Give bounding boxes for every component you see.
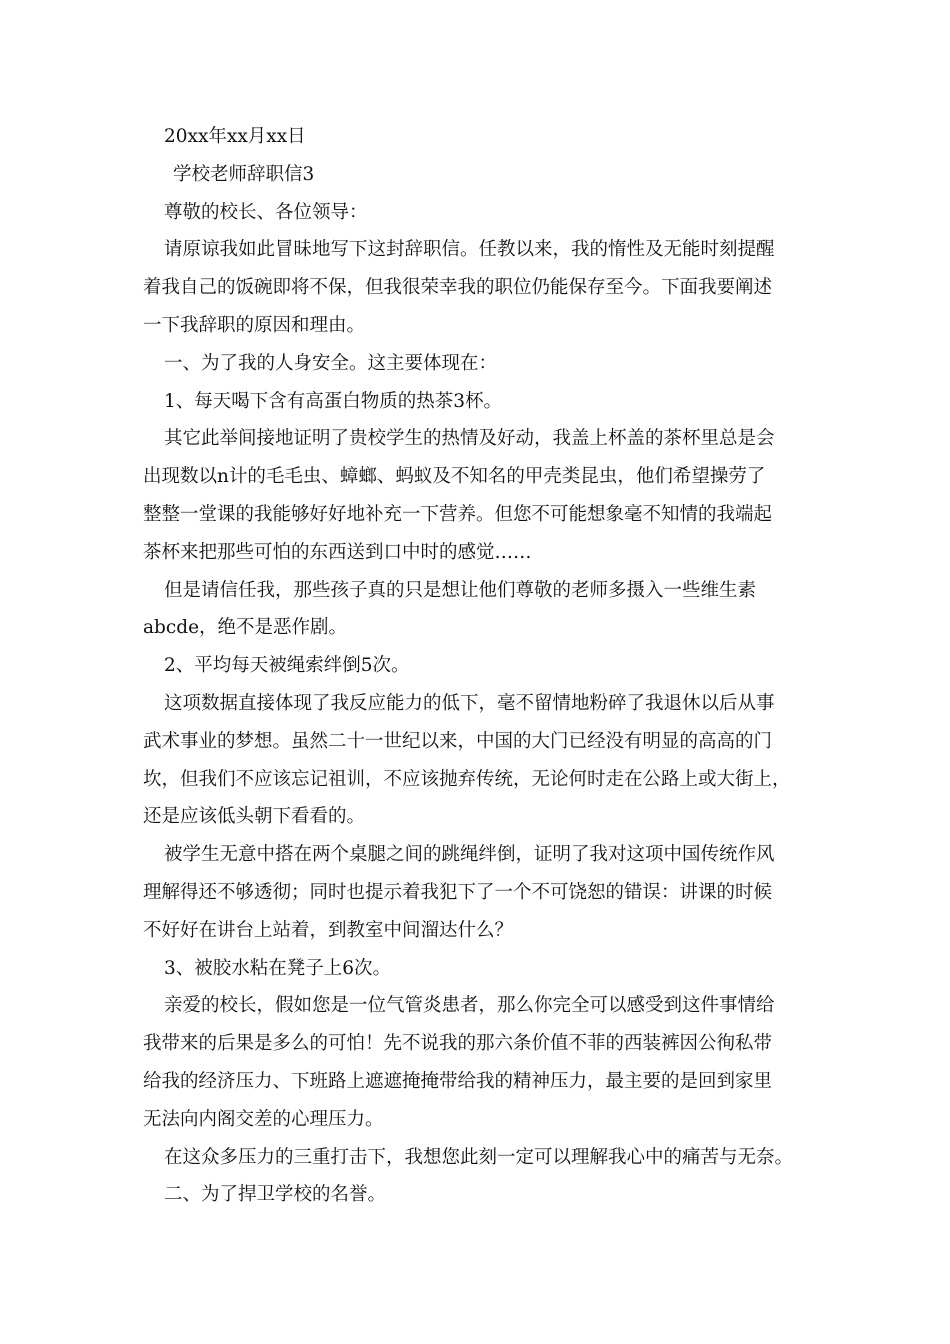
paragraph-line: 还是应该低头朝下看看的。 [143,806,366,828]
letter-body [143,118,813,1214]
list-item: 3、被胶水粘在凳子上6次。 [164,957,392,979]
paragraph-line: 茶杯来把那些可怕的东西送到口中时的感觉…… [143,541,532,563]
paragraph-line: 不好好在讲台上站着，到教室中间溜达什么？ [143,919,514,941]
list-item: 1、每天喝下含有高蛋白物质的热茶3杯。 [164,390,503,412]
section-heading: 二、为了捍卫学校的名誉。 [164,1184,387,1206]
date-line: 20xx年xx月xx日 [164,126,306,147]
paragraph-line: 一下我辞职的原因和理由。 [143,314,366,336]
paragraph-line: 其它此举间接地证明了贵校学生的热情及好动，我盖上杯盖的茶杯里总是会 [164,428,775,450]
paragraph-line: 但是请信任我，那些孩子真的只是想让他们尊敬的老师多摄入一些维生素 [164,579,757,601]
paragraph-line: 给我的经济压力、下班路上遮遮掩掩带给我的精神压力，最主要的是回到家里 [143,1070,773,1092]
paragraph-line: 在这众多压力的三重打击下，我想您此刻一定可以理解我心中的痛苦与无奈。 [164,1146,794,1168]
paragraph-line: 请原谅我如此冒昧地写下这封辞职信。任教以来，我的惰性及无能时刻提醒 [164,239,775,261]
paragraph-line: abcde，绝不是恶作剧。 [143,617,348,639]
letter-title: 学校老师辞职信3 [173,163,315,185]
paragraph-line: 这项数据直接体现了我反应能力的低下，毫不留情地粉碎了我退休以后从事 [164,692,775,714]
paragraph-line: 我带来的后果是多么的可怕！先不说我的那六条价值不菲的西装裤因公徇私带 [143,1033,773,1055]
paragraph-line: 着我自己的饭碗即将不保，但我很荣幸我的职位仍能保存至今。下面我要阐述 [143,277,773,299]
paragraph-line: 坎，但我们不应该忘记祖训，不应该抛弃传统，无论何时走在公路上或大街上， [143,768,791,790]
salutation: 尊敬的校长、各位领导： [164,201,368,223]
paragraph-line: 无法向内阁交差的心理压力。 [143,1108,384,1130]
paragraph-line: 整整一堂课的我能够好好地补充一下营养。但您不可能想象毫不知情的我端起 [143,503,773,525]
paragraph-line: 出现数以n计的毛毛虫、蟑螂、蚂蚁及不知名的甲壳类昆虫，他们希望操劳了 [143,466,766,488]
paragraph-line: 被学生无意中搭在两个桌腿之间的跳绳绊倒，证明了我对这项中国传统作风 [164,844,775,866]
list-item: 2、平均每天被绳索绊倒5次。 [164,655,410,677]
paragraph-line: 亲爱的校长，假如您是一位气管炎患者，那么你完全可以感受到这件事情给 [164,995,775,1017]
section-heading: 一、为了我的人身安全。这主要体现在： [164,352,498,374]
paragraph-line: 武术事业的梦想。虽然二十一世纪以来，中国的大门已经没有明显的高高的门 [143,730,773,752]
paragraph-line: 理解得还不够透彻；同时也提示着我犯下了一个不可饶恕的错误：讲课的时候 [143,881,773,903]
